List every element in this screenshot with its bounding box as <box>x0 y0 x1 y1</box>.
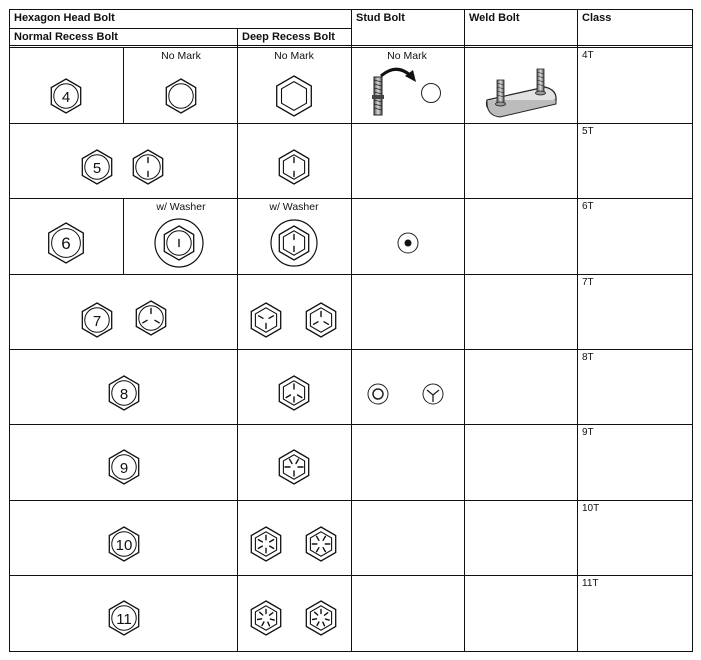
bolt-head-numeral: 10 <box>115 537 133 554</box>
no-mark-label: No Mark <box>274 50 314 62</box>
class-label: 6T <box>582 201 594 212</box>
stud-bolt-icon <box>372 77 384 115</box>
bolt-head-numeral: 6 <box>61 234 71 253</box>
numeral-bolt-head-icon <box>82 150 111 184</box>
deep-seven-line-mark-head-icon <box>251 601 280 635</box>
stud-y-lines-icon <box>427 390 439 402</box>
two-line-mark-head-icon <box>133 150 162 184</box>
deep-two-line-mark-head-icon <box>279 150 308 184</box>
deep-three-line-mark-head-icon <box>251 303 280 337</box>
plain-stud-end-icon <box>422 84 441 103</box>
class-label: 4T <box>582 50 594 61</box>
class-label: 7T <box>582 277 594 288</box>
deep-four-line-mark-head-icon <box>279 376 308 410</box>
header-deep-recess-bolt: Deep Recess Bolt <box>242 31 335 43</box>
bolt-head-numeral: 5 <box>92 160 102 177</box>
class-label: 10T <box>582 503 600 514</box>
header-stud-bolt: Stud Bolt <box>356 12 405 24</box>
header-normal-recess-bolt: Normal Recess Bolt <box>14 31 118 43</box>
three-line-mark-head-icon <box>136 301 165 335</box>
numeral-bolt-head-icon <box>109 601 138 635</box>
with-washer-label: w/ Washer <box>156 201 206 213</box>
numeral-bolt-head-icon <box>109 376 138 410</box>
no-mark-label: No Mark <box>387 50 427 62</box>
deep-recess-no-mark-head-icon <box>277 76 312 116</box>
header-weld-bolt: Weld Bolt <box>469 12 520 24</box>
header-class: Class <box>582 12 612 24</box>
bolt-head-numeral: 4 <box>61 89 71 106</box>
with-washer-label: w/ Washer <box>269 201 319 213</box>
numeral-bolt-head-icon <box>51 79 80 113</box>
bolt-head-numeral: 9 <box>119 460 129 477</box>
bolt-head-numeral: 8 <box>119 386 129 403</box>
deep-six-line-mark-head-icon <box>306 527 335 561</box>
class-label: 8T <box>582 352 594 363</box>
deep-three-line-mark-head-icon <box>306 303 335 337</box>
bolt-head-numeral: 7 <box>92 313 102 330</box>
class-label: 5T <box>582 126 594 137</box>
class-label: 11T <box>582 578 599 589</box>
deep-washer-two-line-head-icon <box>271 220 317 266</box>
numeral-bolt-head-icon <box>109 527 138 561</box>
stud-dot-center-icon <box>405 240 412 247</box>
deep-five-line-mark-head-icon <box>279 450 308 484</box>
stud-groove-inner-icon <box>373 389 383 399</box>
bolt-head-numeral: 11 <box>116 611 132 628</box>
stud-groove-mark-icon <box>368 384 388 404</box>
numeral-bolt-head-icon <box>82 303 111 337</box>
header-hexagon-head-bolt: Hexagon Head Bolt <box>14 12 115 24</box>
weld-bolt-icon <box>487 69 557 117</box>
no-mark-bolt-head-icon <box>166 79 195 113</box>
deep-seven-line-mark-head-icon <box>306 601 335 635</box>
deep-six-line-mark-head-icon <box>251 527 280 561</box>
numeral-bolt-head-icon <box>49 223 84 263</box>
no-mark-label: No Mark <box>161 50 201 62</box>
class-label: 9T <box>582 427 594 438</box>
washer-two-line-head-icon <box>155 219 203 267</box>
numeral-bolt-head-icon <box>109 450 138 484</box>
